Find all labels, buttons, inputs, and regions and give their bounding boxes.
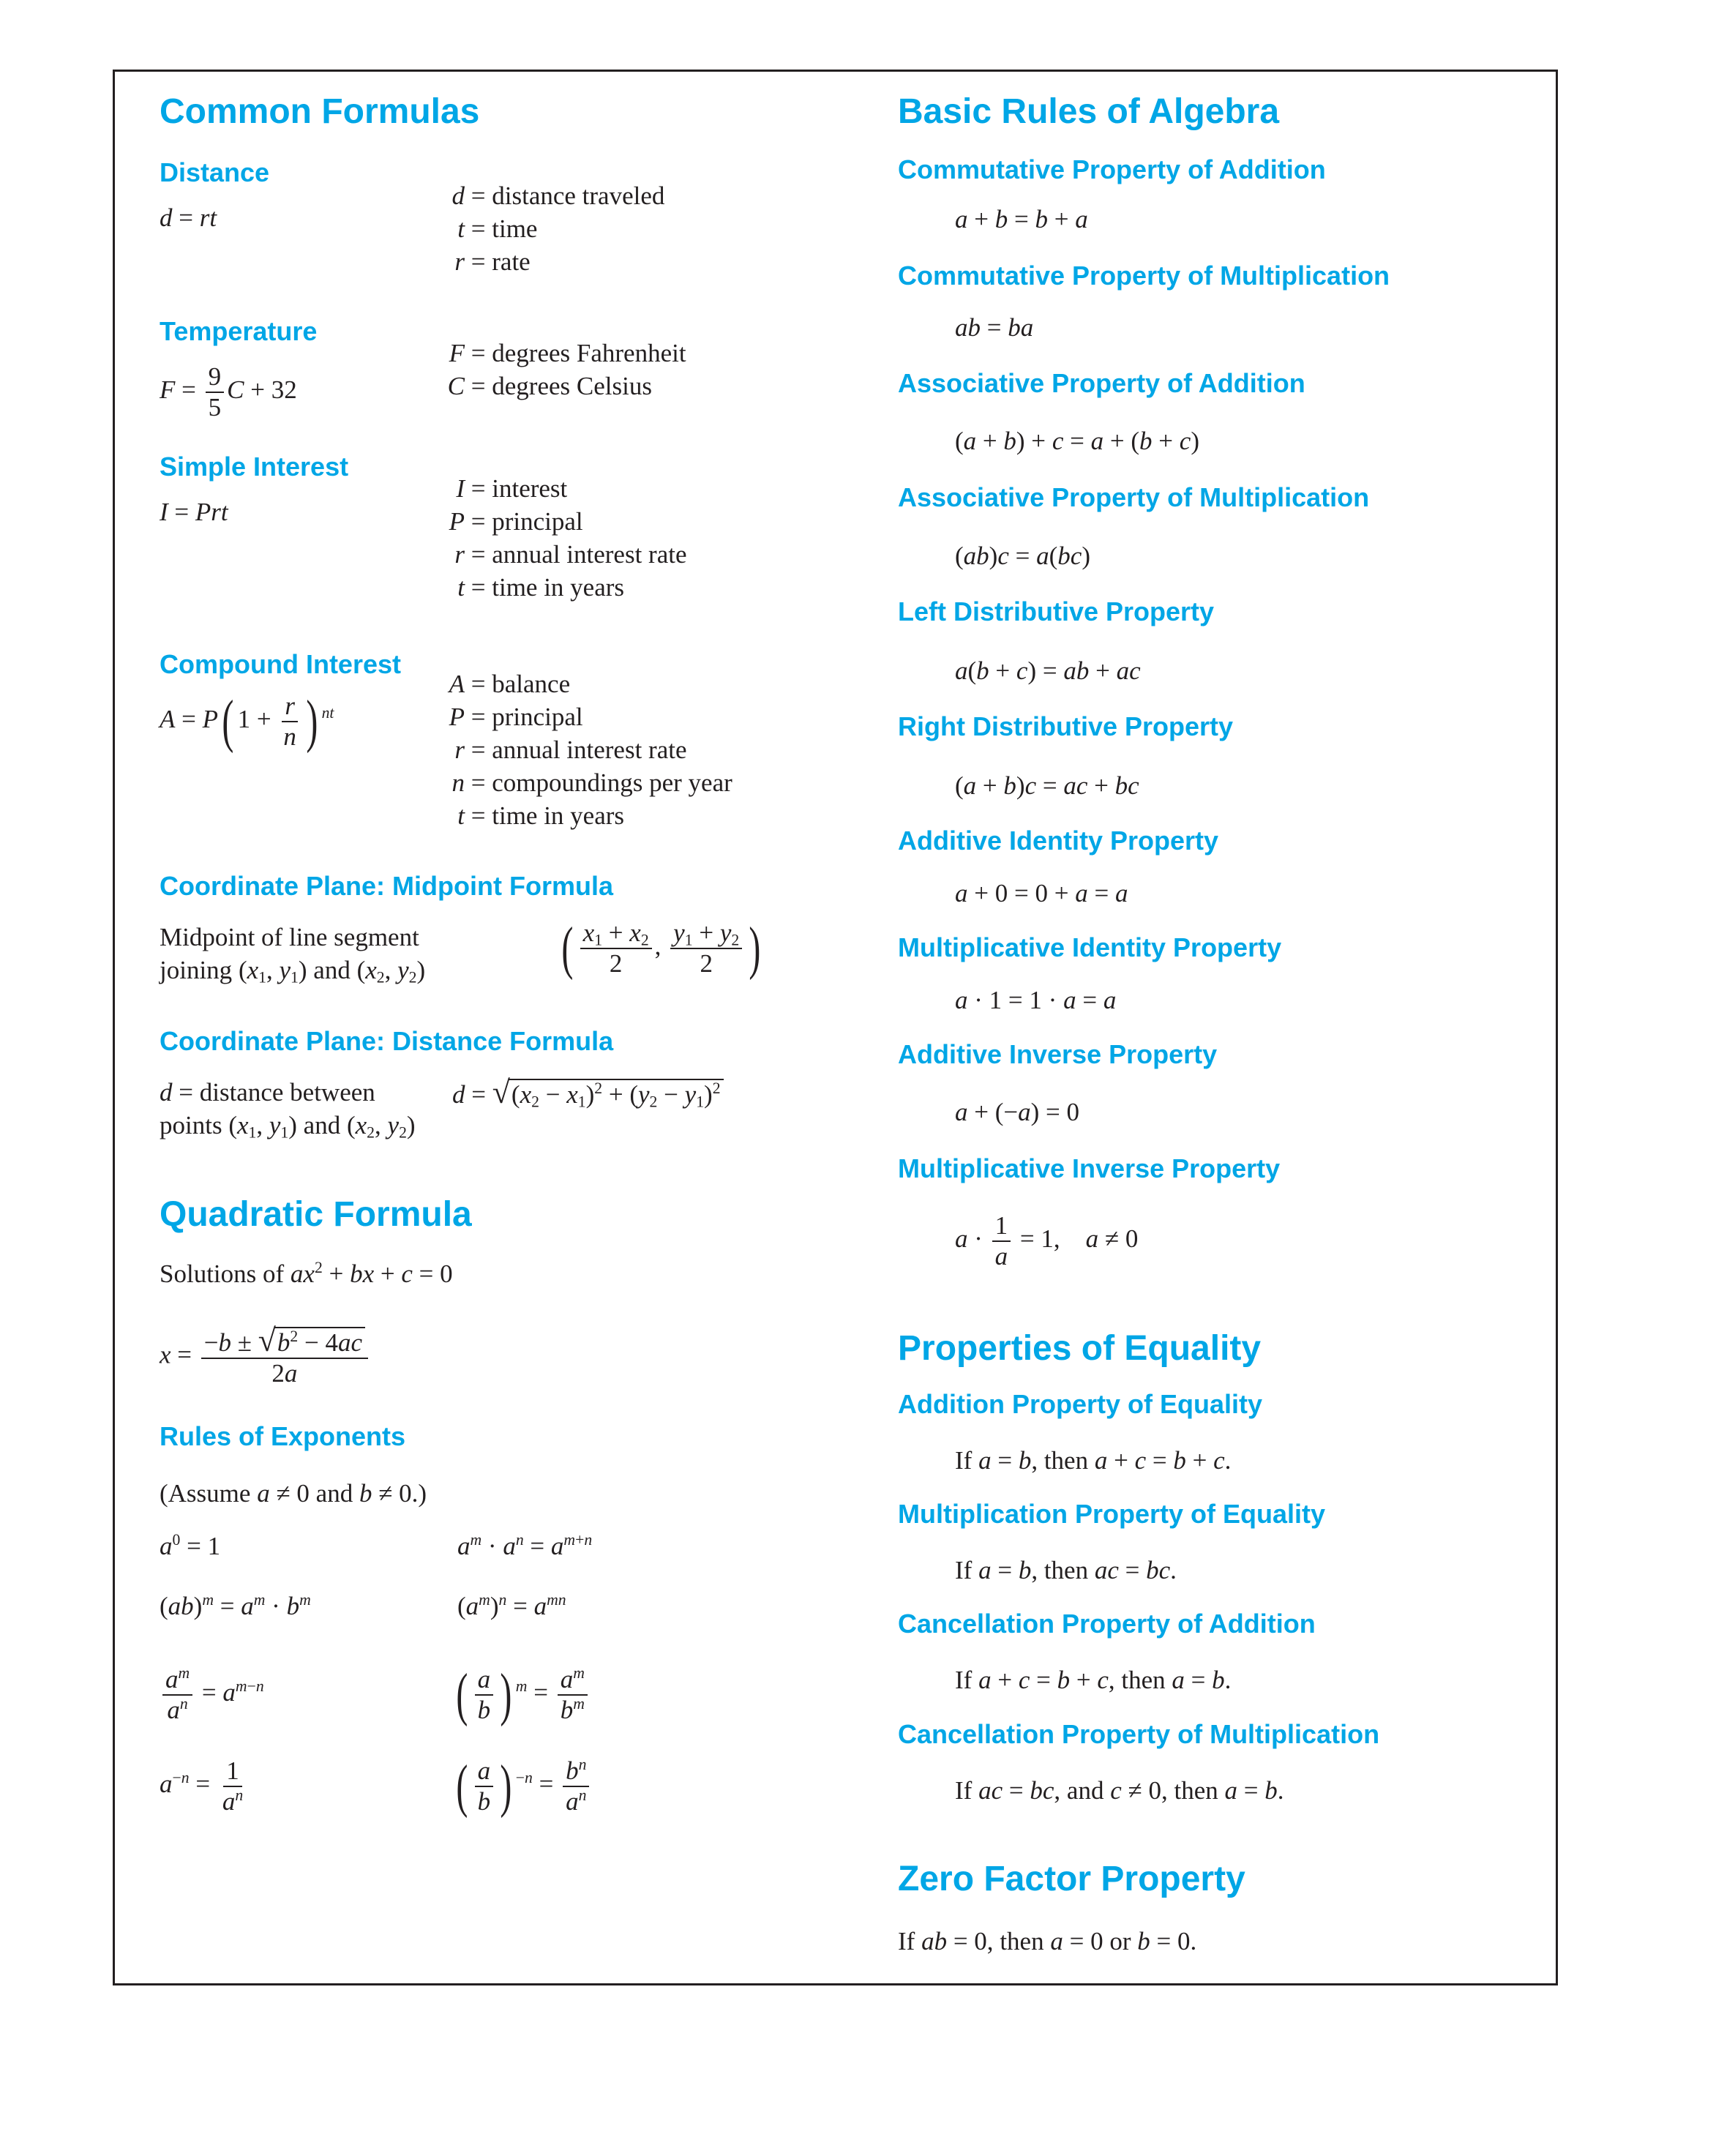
temperature-formula: F = $\frac{9}{5}$ C + 32 (160, 362, 297, 422)
quadratic-formula-expression: x = $\frac{-b \pm √b^2 - 4ac}{2a}$ (160, 1326, 371, 1388)
rule-formula: a(b + c) = ab + ac (955, 656, 1141, 685)
rule-formula: (a + b)c = ac + bc (955, 771, 1139, 800)
simple-interest-heading: Simple Interest (160, 452, 349, 482)
var-row: t = time in years (457, 573, 625, 602)
temperature-vars (410, 337, 686, 403)
rule-heading: Commutative Property of Addition (898, 154, 1326, 184)
var-row: F = degrees Fahrenheit (449, 339, 686, 367)
var-row: r = annual interest rate (454, 735, 687, 764)
distance-vars (410, 179, 664, 278)
equality-heading: Cancellation Property of Multiplication (898, 1719, 1380, 1749)
midpoint-formula: ( $\frac{x_1 + x_2}{2}$ , $\frac{y_1 + y_2}{2}$ ) (561, 916, 761, 981)
distance-formula-description (160, 1076, 416, 1142)
midpoint-heading: Coordinate Plane: Midpoint Formula (160, 871, 613, 901)
var-row: r = annual interest rate (454, 540, 687, 569)
rule-formula: a + b = b + a (955, 205, 1088, 233)
rule-heading: Additive Identity Property (898, 826, 1219, 856)
rule-formula: ab = ba (955, 313, 1034, 342)
var-row: t = time (457, 214, 538, 243)
equality-title: Properties of Equality (898, 1329, 1262, 1368)
exponents-assumption: (Assume a ≠ 0 and b ≠ 0.) (160, 1479, 427, 1508)
exponent-rule-negative-quotient: ( $\frac{a}{b}$ ) $^{-n}$ = $\frac{b^n}{a^n}$ (452, 1756, 592, 1816)
var-row: C = degrees Celsius (447, 372, 652, 400)
var-row: t = time in years (457, 801, 625, 830)
compound-interest-vars (410, 667, 732, 832)
midpoint-description (160, 921, 425, 987)
var-row: n = compoundings per year (451, 768, 732, 797)
equality-heading: Cancellation Property of Addition (898, 1609, 1316, 1639)
var-row: P = principal (449, 507, 583, 536)
rule-heading: Associative Property of Multiplication (898, 482, 1370, 512)
rule-heading: Associative Property of Addition (898, 368, 1305, 398)
equality-heading: Addition Property of Equality (898, 1389, 1263, 1419)
rule-formula: a + 0 = 0 + a = a (955, 879, 1128, 907)
rule-heading: Left Distributive Property (898, 596, 1215, 626)
equality-statement: If ac = bc, and c ≠ 0, then a = b. (955, 1776, 1284, 1805)
rule-heading: Additive Inverse Property (898, 1039, 1218, 1069)
exponent-rule-power-quotient: ( $\frac{a}{b}$ ) $^m$ = $\frac{a^m}{b^m}$ (452, 1665, 591, 1725)
simple-interest-vars (410, 472, 687, 604)
distance-formula-heading: Coordinate Plane: Distance Formula (160, 1026, 614, 1056)
rule-formula: a · $\frac{1}{a}$ = 1, a ≠ 0 (955, 1211, 1139, 1270)
rule-formula: (ab)c = a(bc) (955, 542, 1090, 570)
compound-interest-heading: Compound Interest (160, 649, 401, 679)
common-formulas-title: Common Formulas (160, 92, 480, 131)
algebra-rules-title: Basic Rules of Algebra (898, 92, 1280, 131)
rule-heading: Right Distributive Property (898, 711, 1234, 741)
exponent-rule-product: $a^m \cdot a^n = a^{m+n}$ (457, 1530, 593, 1560)
rule-heading: Multiplicative Inverse Property (898, 1153, 1281, 1183)
exponent-rule-zero: $a^0 = 1$ (160, 1530, 221, 1560)
distance-formula-line2: points ($x_1$, $y_1$) and ($x_2$, $y_2$) (160, 1111, 416, 1142)
var-row: I = interest (456, 474, 568, 503)
quadratic-solutions-text: Solutions of $ax^2$ + bx + c = 0 (160, 1258, 453, 1288)
rule-heading: Commutative Property of Multiplication (898, 261, 1390, 291)
quadratic-formula-title: Quadratic Formula (160, 1195, 472, 1234)
equality-statement: If a + c = b + c, then a = b. (955, 1666, 1232, 1694)
rule-formula: a · 1 = 1 · a = a (955, 986, 1117, 1014)
exponent-rule-power-power: $(a^m)^n = a^{mn}$ (457, 1590, 566, 1620)
zero-factor-title: Zero Factor Property (898, 1860, 1245, 1898)
exponent-rule-quotient: $\frac{a^m}{a^n}$ = $a^{m-n}$ (160, 1665, 264, 1725)
var-row: P = principal (449, 703, 583, 731)
equality-heading: Multiplication Property of Equality (898, 1499, 1326, 1529)
midpoint-line1: Midpoint of line segment (160, 923, 419, 951)
distance-formula-line1: d = distance between (160, 1078, 375, 1107)
rule-heading: Multiplicative Identity Property (898, 932, 1282, 962)
var-row: A = balance (449, 670, 571, 698)
distance-formula-expression: $d = √(x_2 - x_1)^2 + (y_2 - y_1)^2$ (452, 1076, 724, 1111)
rule-formula: a + (−a) = 0 (955, 1098, 1080, 1126)
temperature-heading: Temperature (160, 316, 318, 346)
exponent-rule-power-product: $(ab)^m = a^m \cdot b^m$ (160, 1590, 311, 1620)
midpoint-line2: joining ($x_1$, $y_1$) and ($x_2$, $y_2$) (160, 956, 426, 987)
distance-formula: d = rt (160, 203, 217, 232)
exponent-rule-negative: $a^{-n}$ = $\frac{1}{a^n}$ (160, 1756, 244, 1816)
zero-factor-statement: If ab = 0, then a = 0 or b = 0. (898, 1927, 1197, 1955)
equality-statement: If a = b, then ac = bc. (955, 1556, 1177, 1584)
distance-heading: Distance (160, 157, 270, 187)
equality-statement: If a = b, then a + c = b + c. (955, 1446, 1232, 1475)
var-row: r = rate (454, 247, 531, 276)
compound-interest-formula: A = P( 1 + $\frac{r}{n}$ ) $^{nt}$ (160, 689, 334, 754)
simple-interest-formula: I = Prt (160, 498, 228, 526)
rule-formula: (a + b) + c = a + (b + c) (955, 427, 1199, 455)
exponents-heading: Rules of Exponents (160, 1421, 406, 1451)
var-row: d = distance traveled (451, 181, 665, 210)
